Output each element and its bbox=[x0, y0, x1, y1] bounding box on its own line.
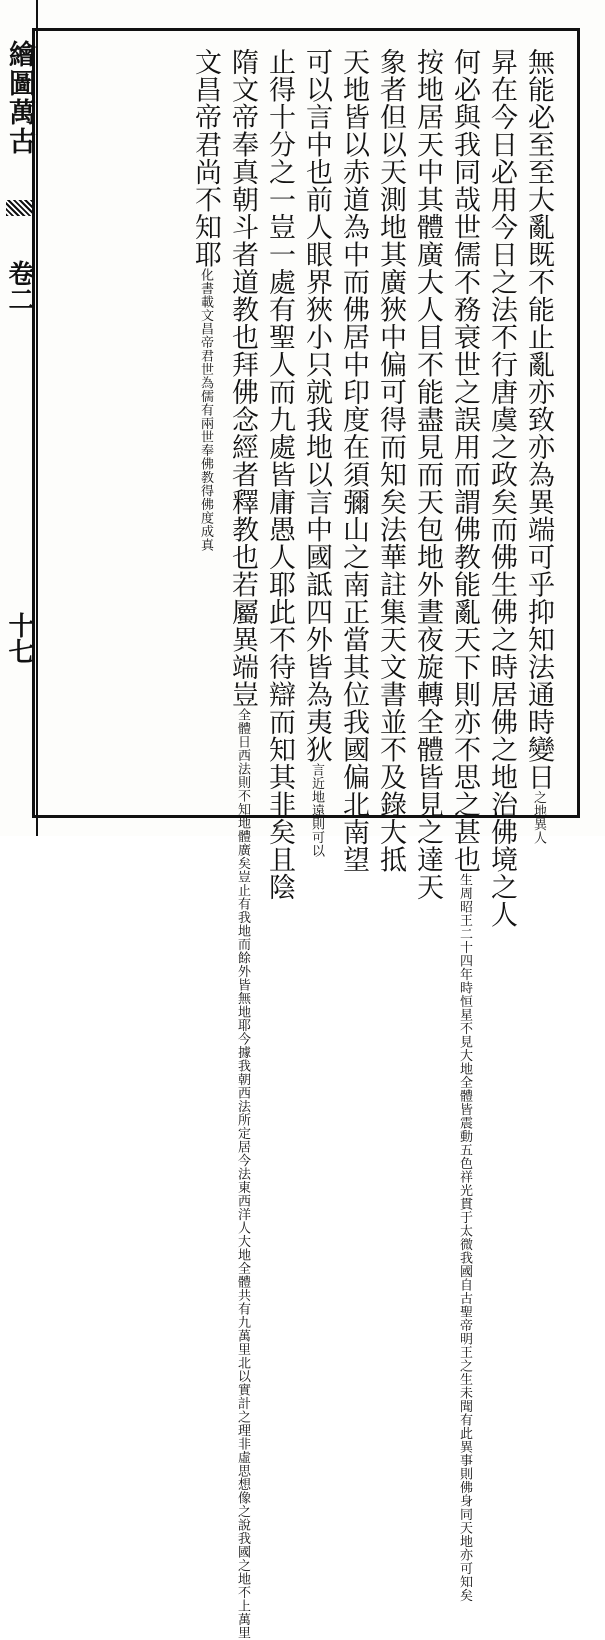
fishtail-ornament bbox=[6, 200, 34, 216]
column-annotation: 全體日西法則不知地體廣矣豈止有我地而餘外皆無地耶今據我朝西法所定居今法東西洋人大地全體共有九萬里北以實計之理非虛思想像之說我國之地不上萬里 bbox=[235, 708, 250, 1640]
column-main-text: 止得十分之一豈一處有聖人而九處皆庸愚人耶此不待辯而知其非矣且陰 bbox=[264, 48, 295, 901]
text-column bbox=[409, 48, 446, 901]
text-column bbox=[335, 48, 372, 873]
text-column bbox=[520, 48, 557, 845]
text-column bbox=[446, 48, 483, 1602]
page-number: 十七 bbox=[4, 612, 34, 664]
text-column bbox=[224, 48, 261, 1640]
column-main-text: 無能必至至大亂既不能止亂亦致亦為異端可乎抑知法通時變日 bbox=[523, 48, 554, 791]
text-column bbox=[483, 48, 520, 928]
column-main-text: 可以言中也前人眼界狹小只就我地以言中國詆四外皆為夷狄 bbox=[301, 48, 332, 763]
column-main-text: 昇在今日必用今日之法不行唐虞之政矣而佛生佛之時居佛之地治佛境之人 bbox=[486, 48, 517, 928]
volume-label: 卷二 bbox=[4, 260, 34, 312]
column-main-text: 何必與我同哉世儒不務衰世之誤用而謂佛教能亂天下則亦不思之甚也 bbox=[449, 48, 480, 873]
column-annotation: 生周昭王二十四年時恒星不見大地全體皆震動五色祥光貫于太微我國自古聖帝明王之生未聞有此異事則佛身同天地亦可知矣 bbox=[457, 873, 472, 1602]
column-main-text: 文昌帝君尚不知耶 bbox=[190, 48, 221, 268]
text-column bbox=[187, 48, 224, 808]
text-column bbox=[372, 48, 409, 873]
column-main-text: 象者但以天測地其廣狹中偏可得而知矣法華註集天文書並不及錄大抵 bbox=[375, 48, 406, 873]
column-annotation: 化書載文昌帝君世為儒有兩世奉佛教得佛度成真 bbox=[198, 268, 213, 552]
text-column bbox=[298, 48, 335, 858]
column-main-text: 天地皆以赤道為中而佛居中印度在須彌山之南正當其位我國偏北南望 bbox=[338, 48, 369, 873]
text-column bbox=[261, 48, 298, 901]
book-title: 繪圖萬古 bbox=[4, 40, 35, 156]
text-columns bbox=[187, 48, 557, 1640]
column-main-text: 按地居天中其體廣大人目不能盡見而天包地外晝夜旋轉全體皆見之達天 bbox=[412, 48, 443, 901]
column-annotation: 言近地遠則可以 bbox=[309, 763, 324, 858]
column-main-text: 隋文帝奉真朝斗者道教也拜佛念經者釋教也若屬異端豈 bbox=[227, 48, 258, 708]
column-annotation: 之地異人 bbox=[531, 790, 546, 845]
